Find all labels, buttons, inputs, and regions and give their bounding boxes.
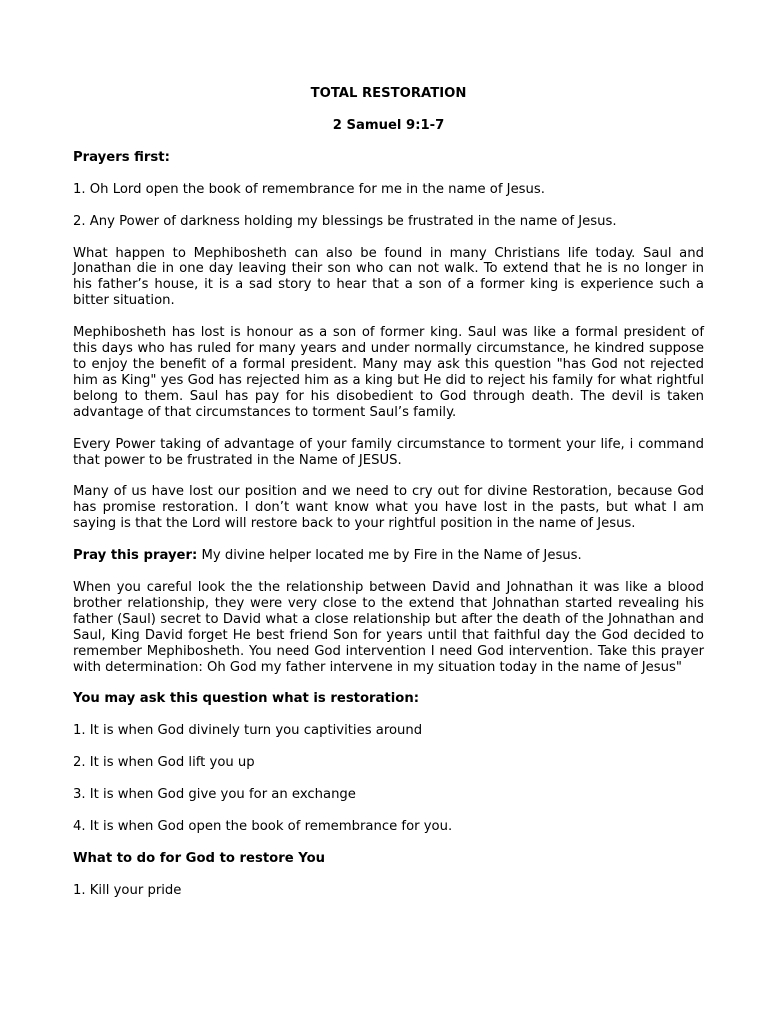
scripture-reference: 2 Samuel 9:1-7 bbox=[332, 117, 445, 133]
document-page bbox=[73, 86, 704, 899]
document-title: TOTAL RESTORATION bbox=[310, 86, 467, 101]
pray-this-prayer bbox=[73, 548, 704, 564]
body-paragraph: Many of us have lost our position and we need to cry out for divine Restoration, because God has promise restoration. I don’t want know what you have lost in the pasts, but what I am saying is that the Lord will restore back to your rightful position in the name of Jesus. bbox=[73, 484, 704, 532]
restoration-item: 2. It is when God lift you up bbox=[73, 755, 255, 771]
prayer-item: 2. Any Power of darkness holding my blessings be frustrated in the name of Jesus. bbox=[73, 213, 617, 229]
restoration-heading: You may ask this question what is restoration: bbox=[73, 691, 419, 707]
todo-item: 1. Kill your pride bbox=[73, 882, 182, 898]
body-paragraph: When you careful look the the relationship between David and Johnathan it was like a blood brother relationship, they were very close to the extend that Johnathan started revealing his father (Saul) secret to David what a close relationship but after the death of the Johnathan and Saul, King David forget He best friend Son for years until that faithful day the God decided to remember Mephibosheth. You need God intervention I need God intervention. Take this prayer with determination: Oh God my father intervene in my situation today in the name of Jesus" bbox=[73, 580, 704, 675]
pray-text: My divine helper located me by Fire in the Name of Jesus. bbox=[197, 548, 582, 564]
body-paragraph: What happen to Mephibosheth can also be found in many Christians life today. Saul and Jonathan die in one day leaving their son who can not walk. To extend that he is no longer in his father’s house, it is a sad story to hear that a son of a former king is experience such a bitter situation. bbox=[73, 245, 704, 309]
restoration-item: 3. It is when God give you for an exchange bbox=[73, 787, 356, 803]
body-paragraph: Every Power taking of advantage of your family circumstance to torment your life, i command that power to be frustrated in the Name of JESUS. bbox=[73, 436, 704, 468]
pray-label: Pray this prayer: bbox=[73, 548, 198, 564]
restoration-item: 1. It is when God divinely turn you captivities around bbox=[73, 723, 423, 739]
prayer-item: 1. Oh Lord open the book of remembrance for me in the name of Jesus. bbox=[73, 181, 545, 197]
prayers-heading: Prayers first: bbox=[73, 149, 170, 165]
restoration-item: 4. It is when God open the book of remembrance for you. bbox=[73, 819, 453, 835]
todo-heading: What to do for God to restore You bbox=[73, 851, 326, 866]
body-paragraph: Mephibosheth has lost is honour as a son of former king. Saul was like a formal president of this days who has ruled for many years and under normally circumstance, he kindred suppose to enjoy the benefit of a formal president. Many may ask this question "has God not rejected him as King" yes God has rejected him as a king but He did to reject his family for what rightful belong to them. Saul has pay for his disobedient to God through death. The devil is taken advantage of that circumstances to torment Saul’s family. bbox=[73, 325, 704, 420]
